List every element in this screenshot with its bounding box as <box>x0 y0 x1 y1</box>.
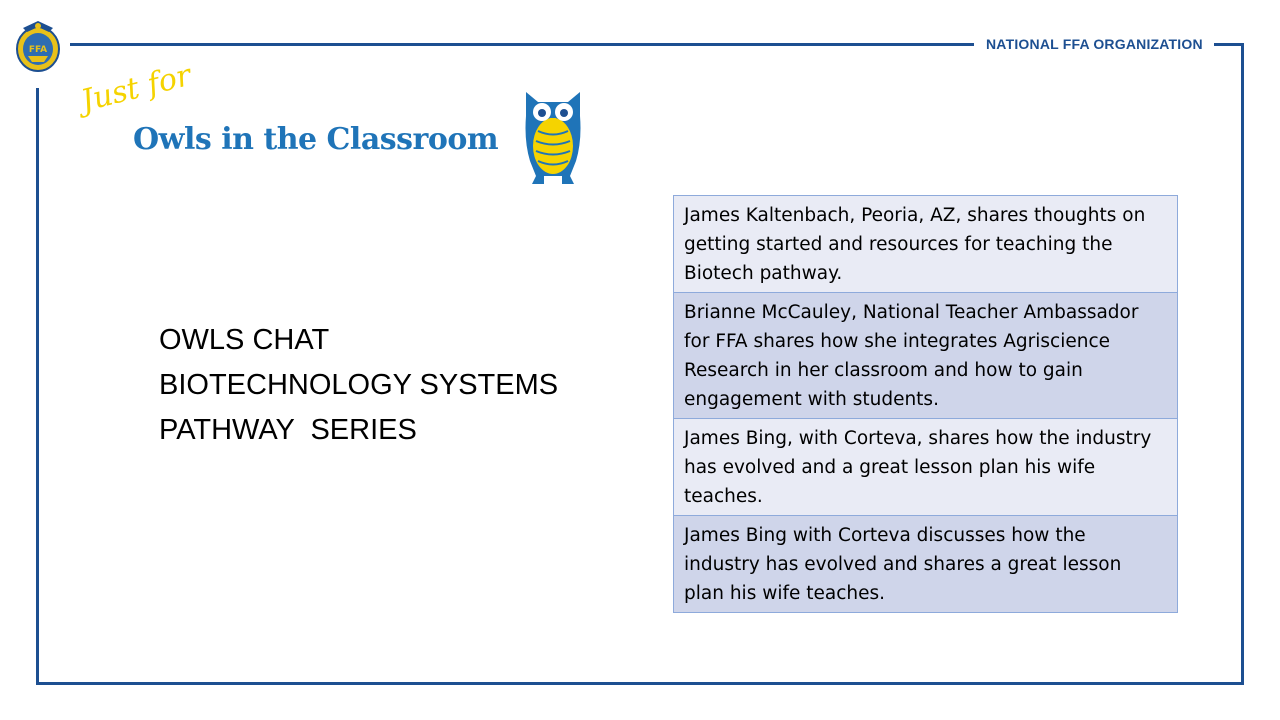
organization-name: NATIONAL FFA ORGANIZATION <box>986 36 1203 52</box>
ffa-emblem-icon <box>14 18 62 74</box>
episode-table <box>673 195 1178 613</box>
logo-script-text: Just for <box>77 57 195 119</box>
logo-title: Owls in the Classroom <box>133 122 499 157</box>
episode-cell-4: James Bing with Corteva discusses how the industry has evolved and shares a great lesson plan his wife teaches. <box>674 516 1178 613</box>
frame-top-line <box>70 43 974 46</box>
heading-line-2: BIOTECHNOLOGY SYSTEMS <box>159 369 559 401</box>
episode-cell-3: James Bing, with Corteva, shares how the industry has evolved and a great lesson plan his wife teaches. <box>674 419 1178 516</box>
frame-right-line <box>1241 43 1244 685</box>
frame-bottom-line <box>36 682 1244 685</box>
table-row <box>674 196 1178 293</box>
main-heading <box>159 318 558 453</box>
table-row <box>674 419 1178 516</box>
episode-cell-2: Brianne McCauley, National Teacher Ambassador for FFA shares how she integrates Agriscience Research in her classroom and how to gain engagement with students. <box>674 293 1178 419</box>
emblem-label: FFA <box>28 45 48 55</box>
heading-line-3: PATHWAY SERIES <box>159 414 417 446</box>
frame-left-line <box>36 88 39 685</box>
heading-line-1: OWLS CHAT <box>159 324 330 356</box>
table-row <box>674 516 1178 613</box>
episode-cell-1: James Kaltenbach, Peoria, AZ, shares thoughts on getting started and resources for teaching the Biotech pathway. <box>674 196 1178 293</box>
table-row <box>674 293 1178 419</box>
owl-mascot-icon <box>520 86 586 186</box>
frame-top-right-line <box>1214 43 1244 46</box>
